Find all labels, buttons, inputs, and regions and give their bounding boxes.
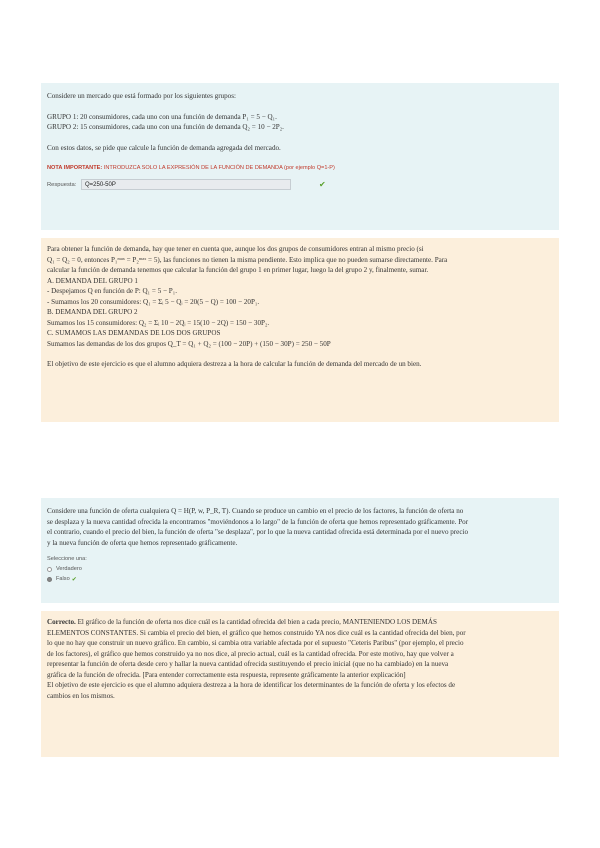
answer-row (47, 179, 553, 190)
f1-line-2: Q₁ = Q₂ = 0, entonces P₁ᵐᵃˣ = P₂ᵐᵃˣ = 5), las funciones no tienen la misma pendiente. Esto implica que no pueden sumarse directamente. Para (47, 255, 448, 264)
note-label: NOTA IMPORTANTE: (47, 165, 103, 171)
f1-section-a-step-1: - Despejamos Q en función de P: Q₁ = 5 − P₁. (47, 287, 177, 295)
f2-line-3: lo que no hay que construir un nuevo gráfico. En cambio, si cambia otra variable afectada por el supuesto "Ceteris Paribus" (por ejemplo, el precio (47, 639, 464, 647)
f2-line-2: ELEMENTOS CONSTANTES. Si cambia el precio del bien, el gráfico que hemos construido YA nos dice cuál es la cantidad ofrecida del bien, por (47, 628, 466, 637)
radio-true[interactable] (47, 567, 52, 572)
answer-input[interactable]: Q=250-50P (81, 179, 291, 190)
q1-intro: Considere un mercado que está formado por los siguientes grupos: (47, 92, 236, 100)
correct-check-icon: ✔ (71, 575, 77, 583)
f2-objective-1: El objetivo de este ejercicio es que el alumno adquiera destreza a la hora de identificar los determinantes de la función de oferta y los efectos de (47, 681, 456, 689)
f2-line-6: gráfica de la función de ofrecida. [Para entender correctamente esta respuesta, represente gráficamente la anterior explicación] (47, 670, 406, 679)
select-one-label: Seleccione una: (47, 556, 87, 562)
f1-section-b-heading: B. DEMANDA DEL GRUPO 2 (47, 308, 138, 316)
f1-section-a-step-2: - Sumamos los 20 consumidores: Q₁ = Σᵢ 5 − Qᵢ = 20(5 − Q) = 100 − 20P₁. (47, 297, 260, 306)
question-2-panel (41, 498, 559, 603)
f2-objective-2: cambios en los mismos. (47, 691, 115, 700)
option-true[interactable] (47, 564, 553, 574)
f1-section-b-step-1: Sumamos los 15 consumidores: Q₂ = Σᵢ 10 − 2Qᵢ = 15(10 − 2Q) = 150 − 30P₂. (47, 318, 270, 327)
f1-section-c-step-1: Sumamos las demandas de los dos grupos Q_T = Q₁ + Q₂ = (100 − 20P) + (150 − 30P) = 250 − 50P (47, 339, 331, 348)
q2-line-3: el contrario, cuando el precio del bien, la función de oferta "se desplaza", por lo que la nueva cantidad ofrecida está determinada por el nuevo precio (47, 528, 468, 536)
f1-section-c-heading: C. SUMAMOS LAS DEMANDAS DE LOS DOS GRUPOS (47, 329, 221, 337)
q1-note (47, 163, 553, 173)
q1-ask: Con estos datos, se pide que calcule la función de demanda agregada del mercado. (47, 143, 281, 152)
f2-line-1-text: El gráfico de la función de oferta nos dice cuál es la cantidad ofrecida del bien a cada precio, MANTENIENDO LOS DEMÁS (75, 618, 437, 626)
f1-section-a-heading: A. DEMANDA DEL GRUPO 1 (47, 276, 138, 285)
feedback-1-panel (41, 238, 559, 422)
correct-label: Correcto. (47, 618, 76, 626)
f2-line-5: representar la función de oferta desde cero y hallar la nueva cantidad ofrecida sustituyendo el precio inicial (que no ha cambiado) en la nueva (47, 660, 449, 668)
feedback-2-panel (41, 611, 559, 757)
question-1-panel (41, 83, 559, 230)
correct-check-icon: ✔ (319, 180, 326, 189)
q2-line-2: se desplaza y la nueva cantidad ofrecida la encontramos "moviéndonos a lo largo" de la función de oferta que hemos representado gráficamente. Por (47, 517, 469, 526)
f1-line-1: Para obtener la función de demanda, hay que tener en cuenta que, aunque los dos grupos de consumidores entran al mismo precio (si (47, 245, 424, 253)
option-false[interactable] (47, 574, 553, 584)
f2-line-4: de los factores), el gráfico que hemos construido ya no nos dice, al precio actual, cuál es la cantidad ofrecida. Por este motivo, hay que volver a (47, 649, 454, 658)
radio-false[interactable] (47, 577, 52, 582)
q2-line-1: Considere una función de oferta cualquiera Q = H(P, w, P_R, T). Cuando se produce un cambio en el precio de los factores, la función de oferta no (47, 507, 464, 515)
f1-objective: El objetivo de este ejercicio es que el alumno adquiera destreza a la hora de calcular la función de demanda del mercado de un bien. (47, 360, 422, 368)
q1-group-2: GRUPO 2: 15 consumidores, cada uno con una función de demanda Q₂ = 10 − 2P₂. (47, 123, 284, 131)
note-text: INTRODUZCA SOLO LA EXPRESIÓN DE LA FUNCIÓN DE DEMANDA (por ejemplo Q=1-P) (102, 165, 335, 171)
q1-group-1: GRUPO 1: 20 consumidores, cada uno con una función de demanda P₁ = 5 − Q₁. (47, 112, 277, 121)
answer-label: Respuesta: (47, 181, 77, 188)
f1-line-3: calcular la función de demanda tenemos que calcular la función del grupo 1 en primer lugar, luego la del grupo 2 y, finalmente, sumar. (47, 266, 429, 274)
q2-line-4: y la nueva función de oferta que hemos representado gráficamente. (47, 538, 238, 547)
option-false-label: Falso (56, 576, 70, 582)
f2-line-1 (47, 617, 553, 628)
option-true-label: Verdadero (56, 566, 82, 572)
